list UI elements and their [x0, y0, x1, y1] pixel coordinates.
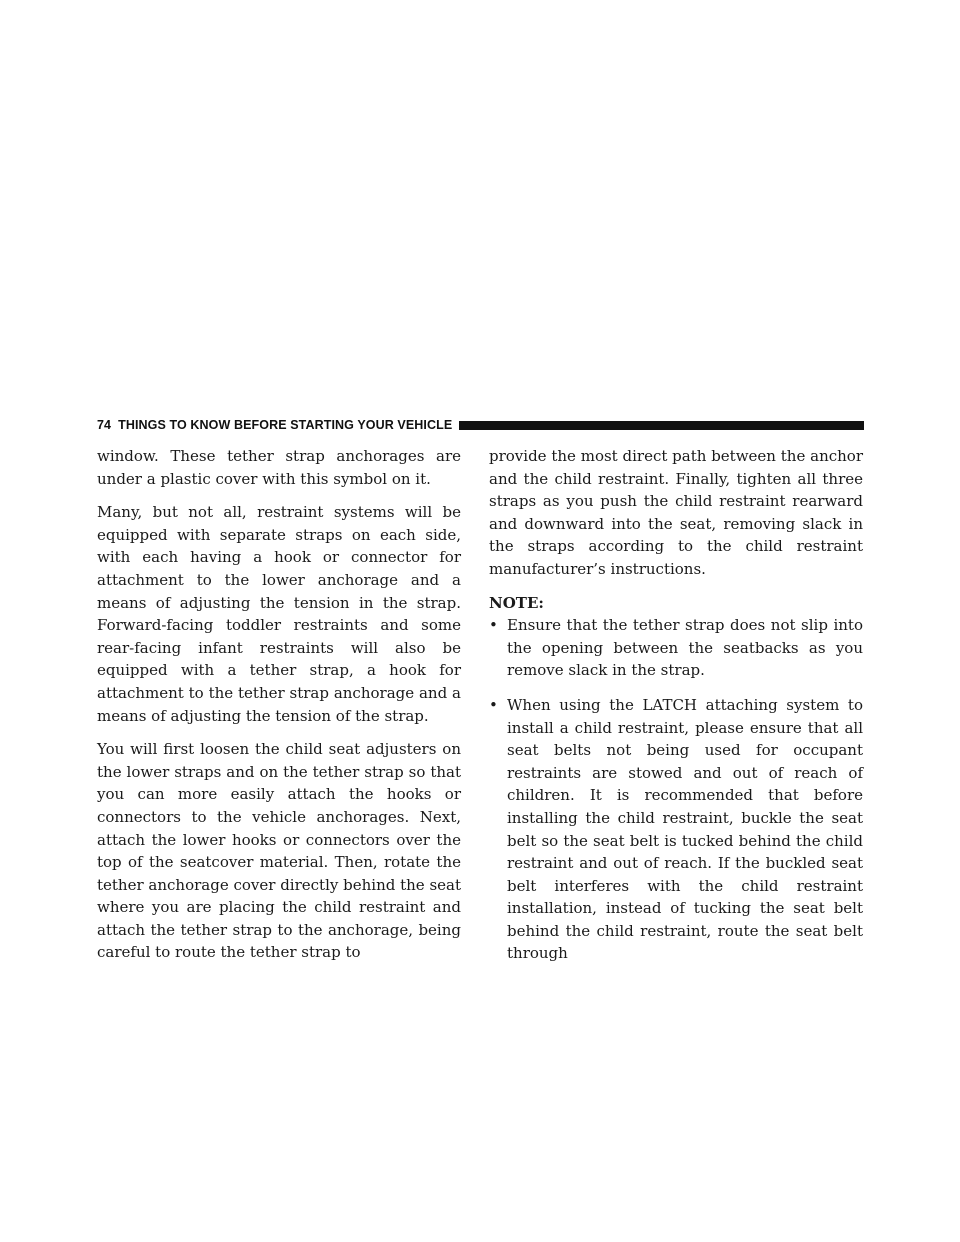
section-title: THINGS TO KNOW BEFORE STARTING YOUR VEHICLE [118, 417, 453, 432]
page-header [97, 417, 864, 432]
note-text: When using the LATCH attaching system to install a child restraint, please ensure that all seat belts not being used for occupant restraints are stowed and out of reach of children. It is recommended that before installing the child restraint, buckle the seat belt so the seat belt is tucked behind the child restraint and out of reach. If the buckled seat belt interferes with the child restraint installation, instead of tucking the seat belt behind the child restraint, route the seat belt through [507, 695, 863, 963]
right-column [489, 445, 863, 977]
bullet-icon: • [489, 695, 498, 714]
paragraph: window. These tether strap anchorages are under a plastic cover with this symbol on it. [97, 447, 461, 488]
bullet-icon: • [489, 616, 498, 635]
note-text: Ensure that the tether strap does not slip into the opening between the seatbacks as you remove slack in the strap. [507, 616, 863, 680]
paragraph: You will first loosen the child seat adjusters on the lower straps and on the tether strap so that you can more easily attach the hooks or connectors to the vehicle anchorages. Next, attach the lower hooks or connectors over the top of the seatcover material. Then, rotate the tether anchorage cover directly behind the seat where you are placing the child restraint and attach the tether strap to the anchorage, being careful to route the tether strap to [97, 740, 461, 962]
left-column [97, 445, 461, 975]
note-list [489, 614, 863, 965]
paragraph: provide the most direct path between the anchor and the child restraint. Finally, tighten all three straps as you push the child restraint rearward and downward into the seat, removing slack in the straps according to the child restraint manufacturer’s instructions. [489, 447, 863, 578]
page-number: 74 [97, 417, 112, 432]
note-item [489, 694, 863, 965]
paragraph: Many, but not all, restraint systems will be equipped with separate straps on each side, with each having a hook or connector for attachment to the lower anchorage and a means of adjusting the tension in the strap. Forward-facing toddler restraints and some rear-facing infant restraints will also be equipped with a tether strap, a hook for attachment to the tether strap anchorage and a means of adjusting the tension of the strap. [97, 503, 461, 725]
header-rule [459, 421, 864, 430]
note-label: NOTE: [489, 593, 544, 612]
note-item [489, 614, 863, 682]
